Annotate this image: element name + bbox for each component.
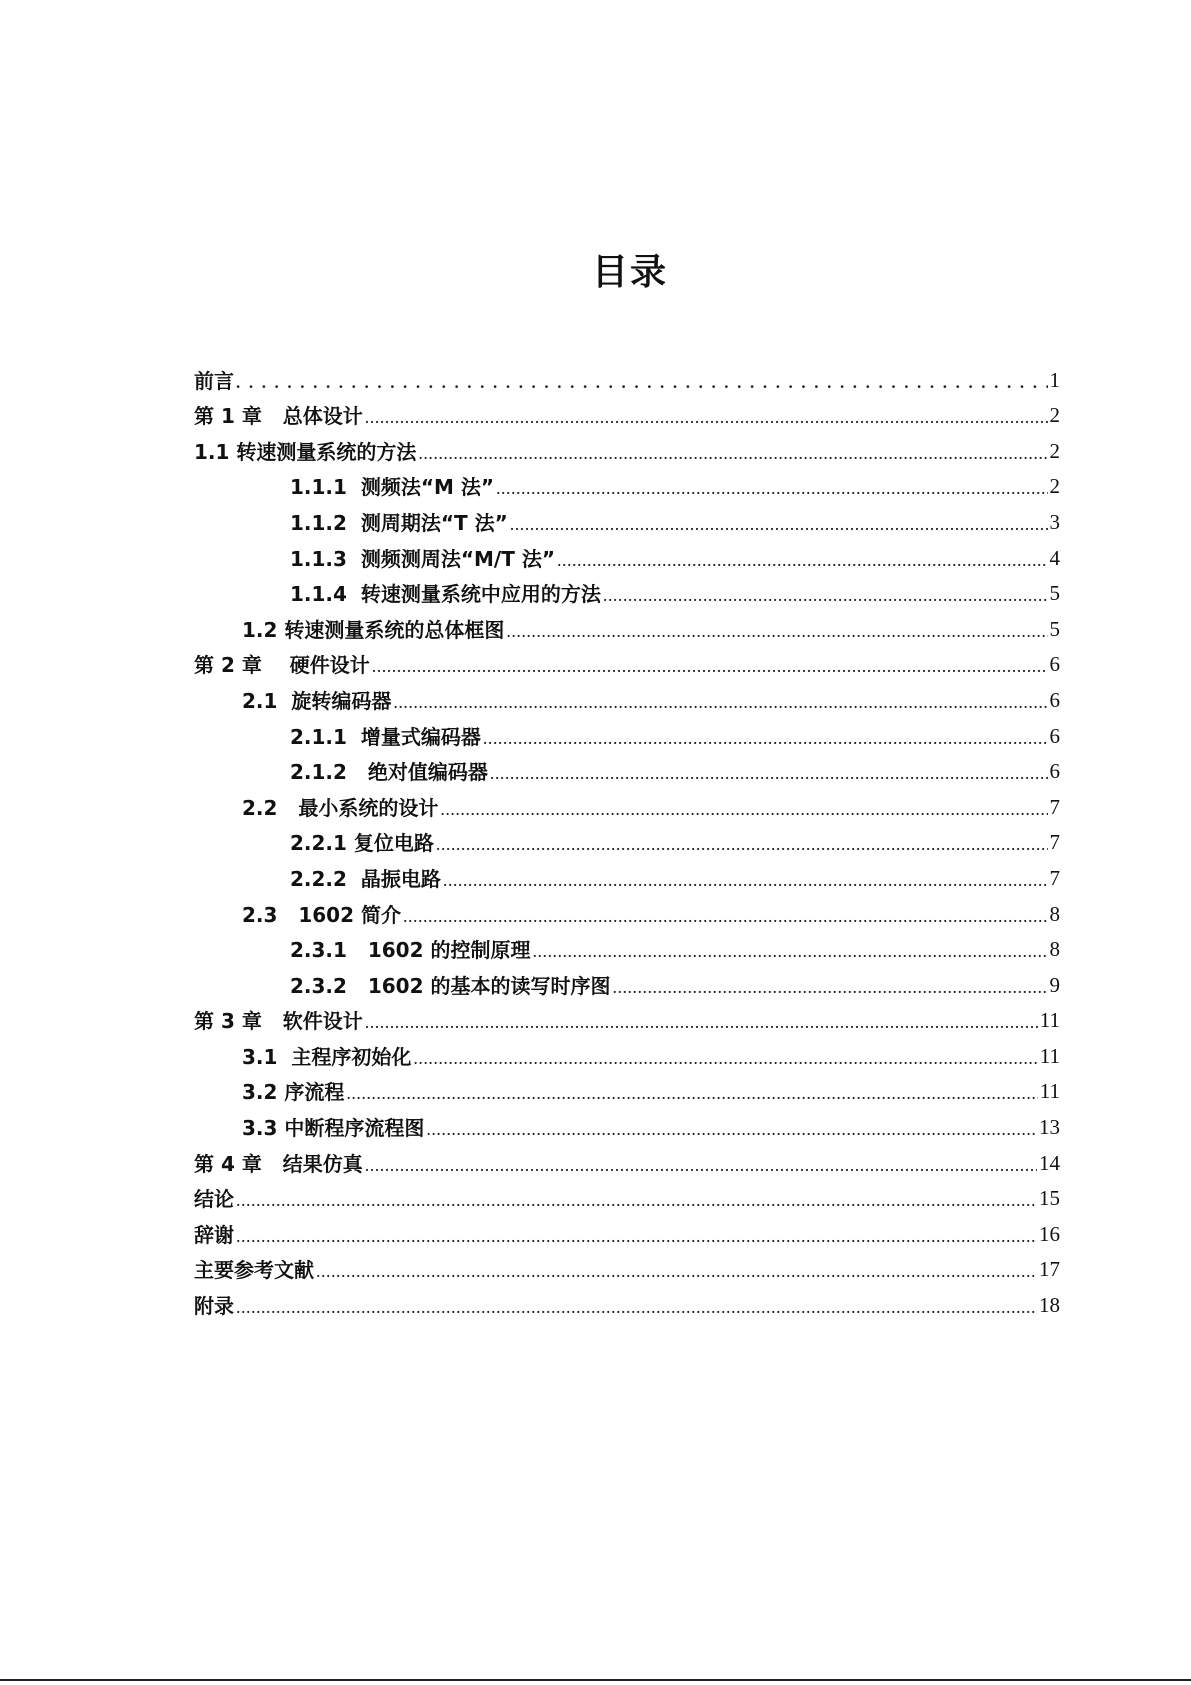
toc-leader-dots	[443, 871, 1048, 889]
toc-leader-dots	[236, 1227, 1037, 1245]
table-of-contents	[194, 355, 1060, 1319]
toc-entry-page-number: 11	[1039, 1008, 1060, 1033]
toc-entry-page-number: 6	[1049, 723, 1060, 748]
toc-entry-page-number: 9	[1049, 972, 1060, 997]
toc-leader-dots	[236, 374, 1048, 391]
toc-entry-page-number: 14	[1039, 1150, 1060, 1175]
toc-entry-label: 1.1.1 测频法“M 法”	[290, 475, 495, 500]
toc-leader-dots	[372, 657, 1048, 675]
toc-entry-page-number: 6	[1049, 687, 1060, 712]
toc-leader-dots	[346, 1084, 1037, 1102]
toc-entry[interactable]	[194, 462, 1060, 498]
toc-entry[interactable]	[194, 996, 1060, 1032]
toc-entry-label: 2.3.2 1602 的基本的读写时序图	[290, 973, 611, 998]
toc-entry-page-number: 13	[1039, 1115, 1060, 1140]
toc-leader-dots	[393, 693, 1047, 711]
toc-entry-page-number: 8	[1049, 901, 1060, 926]
toc-entry[interactable]	[194, 497, 1060, 533]
toc-entry-label: 第 2 章 硬件设计	[194, 653, 370, 678]
toc-leader-dots	[510, 515, 1048, 533]
toc-entry-page-number: 5	[1049, 581, 1060, 606]
toc-entry[interactable]	[194, 782, 1060, 818]
toc-entry-label: 1.1.3 测频测周法“M/T 法”	[290, 546, 555, 571]
toc-entry-page-number: 2	[1049, 438, 1060, 463]
toc-entry-label: 2.1.2 绝对值编码器	[290, 760, 488, 785]
toc-leader-dots	[490, 764, 1048, 782]
toc-leader-dots	[316, 1262, 1037, 1280]
toc-entry-label: 3.1 主程序初始化	[242, 1044, 412, 1069]
toc-leader-dots	[236, 1298, 1037, 1316]
toc-entry-label: 1.1 转速测量系统的方法	[194, 439, 417, 464]
toc-entry-page-number: 17	[1039, 1257, 1060, 1282]
toc-entry-label: 1.1.2 测周期法“T 法”	[290, 510, 508, 535]
toc-entry-page-number: 18	[1039, 1293, 1060, 1318]
toc-leader-dots	[532, 942, 1047, 960]
toc-entry[interactable]	[194, 747, 1060, 783]
toc-leader-dots	[365, 1013, 1038, 1031]
toc-leader-dots	[413, 1049, 1037, 1067]
toc-entry-page-number: 7	[1049, 865, 1060, 890]
toc-entry-label: 第 4 章 结果仿真	[194, 1151, 363, 1176]
toc-leader-dots	[418, 444, 1047, 462]
toc-leader-dots	[365, 408, 1048, 426]
toc-leader-dots	[403, 907, 1048, 925]
toc-entry-label: 结论	[194, 1187, 234, 1212]
toc-leader-dots	[612, 978, 1047, 996]
toc-entry-page-number: 11	[1039, 1079, 1060, 1104]
toc-entry[interactable]	[194, 1067, 1060, 1103]
toc-entry-page-number: 8	[1049, 937, 1060, 962]
toc-entry[interactable]	[194, 1280, 1060, 1319]
toc-entry[interactable]	[194, 1138, 1060, 1174]
toc-entry[interactable]	[194, 818, 1060, 854]
toc-entry[interactable]	[194, 960, 1060, 996]
toc-entry[interactable]	[194, 569, 1060, 605]
toc-entry[interactable]	[194, 1245, 1060, 1281]
toc-entry-page-number: 2	[1049, 403, 1060, 428]
toc-entry-label: 2.3 1602 简介	[242, 902, 401, 927]
toc-entry-label: 辞谢	[194, 1222, 234, 1247]
toc-entry-page-number: 3	[1049, 509, 1060, 534]
toc-entry[interactable]	[194, 925, 1060, 961]
footer-rule	[0, 1679, 1191, 1681]
toc-entry-page-number: 4	[1049, 545, 1060, 570]
toc-leader-dots	[483, 729, 1048, 747]
toc-leader-dots	[436, 835, 1048, 853]
toc-leader-dots	[426, 1120, 1037, 1138]
toc-entry-label: 附录	[194, 1294, 234, 1319]
toc-entry-page-number: 5	[1049, 616, 1060, 641]
toc-entry-label: 2.1.1 增量式编码器	[290, 724, 481, 749]
toc-leader-dots	[557, 551, 1048, 569]
toc-entry-page-number: 11	[1039, 1043, 1060, 1068]
toc-entry[interactable]	[194, 640, 1060, 676]
toc-entry-label: 2.2.2 晶振电路	[290, 866, 441, 891]
toc-entry-page-number: 15	[1039, 1186, 1060, 1211]
toc-entry-label: 3.3 中断程序流程图	[242, 1116, 425, 1141]
toc-entry-page-number: 2	[1049, 474, 1060, 499]
toc-entry[interactable]	[194, 675, 1060, 711]
toc-entry-label: 2.2.1 复位电路	[290, 831, 434, 856]
toc-entry[interactable]	[194, 889, 1060, 925]
toc-entry-label: 2.2 最小系统的设计	[242, 795, 439, 820]
toc-leader-dots	[236, 1191, 1037, 1209]
toc-leader-dots	[440, 800, 1047, 818]
toc-entry-page-number: 7	[1049, 830, 1060, 855]
toc-entry[interactable]	[194, 533, 1060, 569]
toc-entry-page-number: 16	[1039, 1221, 1060, 1246]
toc-entry[interactable]	[194, 711, 1060, 747]
toc-entry-label: 2.3.1 1602 的控制原理	[290, 938, 531, 963]
toc-leader-dots	[365, 1156, 1037, 1174]
toc-entry-label: 第 1 章 总体设计	[194, 404, 363, 429]
toc-entry-label: 2.1 旋转编码器	[242, 688, 392, 713]
toc-entry[interactable]	[194, 1031, 1060, 1067]
toc-entry[interactable]	[194, 391, 1060, 427]
toc-entry-page-number: 7	[1049, 794, 1060, 819]
toc-entry[interactable]	[194, 1174, 1060, 1210]
toc-leader-dots	[496, 479, 1047, 497]
toc-leader-dots	[603, 586, 1048, 604]
toc-entry[interactable]	[194, 355, 1060, 391]
toc-entry-label: 主要参考文献	[194, 1258, 314, 1283]
toc-entry-page-number: 1	[1049, 367, 1060, 392]
toc-entry[interactable]	[194, 426, 1060, 462]
page-title: 目录	[591, 252, 668, 293]
toc-entry-label: 第 3 章 软件设计	[194, 1009, 363, 1034]
toc-entry-label: 3.2 序流程	[242, 1080, 345, 1105]
toc-entry[interactable]	[194, 853, 1060, 889]
toc-entry-label: 1.1.4 转速测量系统中应用的方法	[290, 582, 601, 607]
toc-entry-page-number: 6	[1049, 652, 1060, 677]
toc-entry-label: 前言	[194, 368, 234, 393]
toc-leader-dots	[506, 622, 1047, 640]
toc-entry[interactable]	[194, 604, 1060, 640]
toc-entry[interactable]	[194, 1102, 1060, 1141]
toc-entry-label: 1.2 转速测量系统的总体框图	[242, 617, 505, 642]
toc-entry[interactable]	[194, 1209, 1060, 1245]
toc-entry-page-number: 6	[1049, 759, 1060, 784]
